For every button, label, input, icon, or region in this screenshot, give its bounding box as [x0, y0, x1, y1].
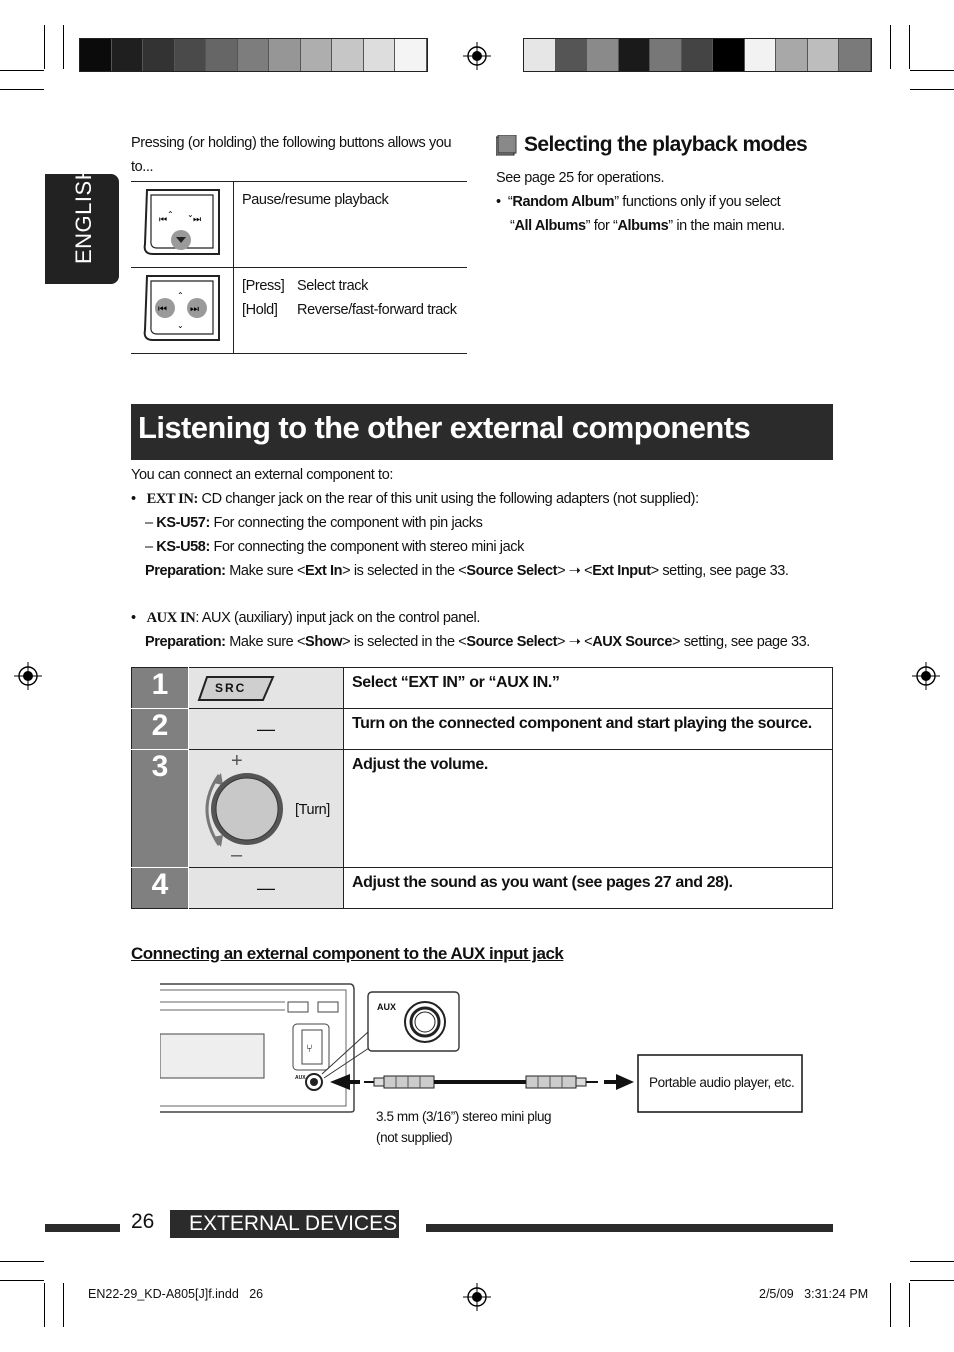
ksu57-text: For connecting the component with pin jacks	[213, 515, 483, 531]
prep1-arrow: > ➝ <	[557, 563, 593, 579]
random-album-text: Random Album	[512, 194, 615, 210]
connect-heading: Connecting an external component to the AUX input jack	[131, 944, 564, 963]
body-text: You can connect an external component to: • EXT IN: CD changer jack on the rear of this unit using the following adapters (not supplied): – KS-U57: For connecting the component with pin jacks – KS-U58: For connecting the component with stereo mini jack Preparation: Make sure <Ext In> is selected in the <Source Select> ➝ <Ext Input> setting, see page 33. • AUX IN: AUX (auxiliary) input jack on the control panel. Preparation: Make sure <Show> is selected in the <Source Select> ➝ <AUX Source> setting, see page 33.	[131, 463, 841, 654]
minus-icon: –	[231, 844, 243, 866]
aux-in-text: : AUX (auxiliary) input jack on the control panel.	[195, 610, 480, 626]
registration-target-icon	[912, 662, 940, 690]
plug-caption-line-1: 3.5 mm (3/16”) stereo mini plug	[376, 1109, 552, 1124]
section-title-bar	[131, 404, 833, 460]
control-pad-cell	[131, 268, 234, 354]
crop-mark	[890, 1283, 891, 1327]
volume-knob-icon[interactable]	[199, 755, 289, 863]
step-row	[132, 868, 833, 909]
press-text: Select track	[297, 278, 368, 294]
pause-resume-cell	[234, 182, 468, 268]
prep1-part: Make sure <	[229, 563, 306, 579]
crop-mark	[910, 70, 954, 71]
prep2-arrow: > ➝ <	[557, 634, 593, 650]
hold-tag: [Hold]	[242, 302, 278, 318]
prep2-part: > setting, see page 33.	[672, 634, 810, 650]
prep1-part: > is selected in the <	[342, 563, 467, 579]
step-number: 3	[132, 750, 189, 868]
step-3-text: Adjust the volume.	[344, 750, 833, 868]
crop-mark	[909, 1283, 910, 1327]
ksu58-text: For connecting the component with stereo mini jack	[213, 539, 524, 555]
svg-text:⏮: ⏮	[159, 215, 168, 225]
color-bar-left	[79, 38, 428, 72]
volume-knob-cell	[189, 750, 344, 868]
button-function-table	[131, 181, 467, 354]
turn-label: [Turn]	[295, 802, 330, 818]
ksu57-label: KS-U57:	[156, 515, 210, 531]
section-square-icon	[496, 135, 518, 157]
select-track-cell	[234, 268, 468, 354]
body-intro: You can connect an external component to:	[131, 467, 393, 483]
playback-see-page: See page 25 for operations.	[496, 170, 665, 186]
hold-text: Reverse/fast-forward track	[297, 302, 457, 318]
crop-mark	[0, 89, 44, 90]
step-icon-cell	[189, 709, 344, 750]
control-pad-cell	[131, 182, 234, 268]
step-number: 2	[132, 709, 189, 750]
indd-file-label: EN22-29_KD-A805[J]f.indd 26	[88, 1287, 264, 1301]
svg-text:⌄: ⌄	[187, 210, 194, 219]
crop-mark	[909, 25, 910, 69]
dash-placeholder: —	[257, 719, 275, 739]
section-title: Listening to the other external components	[138, 410, 751, 445]
prep2-show: Show	[305, 634, 343, 650]
language-label: ENGLISH	[71, 163, 96, 264]
registration-target-icon	[14, 662, 42, 690]
svg-text:⏭: ⏭	[190, 304, 199, 315]
crop-mark	[0, 1280, 44, 1281]
svg-text:⌃: ⌃	[177, 291, 184, 300]
prep2-aux-source: AUX Source	[592, 634, 673, 650]
step-text	[344, 668, 833, 709]
ext-in-text: CD changer jack on the rear of this unit using the following adapters (not supplied):	[201, 491, 699, 507]
control-pad-down-icon	[131, 182, 231, 262]
crop-mark	[63, 1283, 64, 1327]
all-albums-text: All Albums	[514, 218, 586, 234]
svg-text:⏭: ⏭	[193, 215, 202, 225]
section-footer-text: EXTERNAL DEVICES	[189, 1212, 398, 1235]
control-pad-skip-icon	[131, 268, 231, 348]
footer-rule-left	[45, 1224, 120, 1232]
step-number: 1	[132, 668, 189, 709]
step-1-text: Select “EXT IN” or “AUX IN.”	[352, 674, 560, 691]
plug-caption	[376, 1106, 551, 1148]
section-footer-label	[170, 1210, 399, 1238]
aux-connection-diagram	[160, 980, 810, 1120]
prep1-ext-input: Ext Input	[592, 563, 651, 579]
ksu58-label: KS-U58:	[156, 539, 210, 555]
svg-text:⌃: ⌃	[167, 210, 174, 219]
footer-rule-right	[426, 1224, 833, 1232]
svg-text:⑂: ⑂	[306, 1042, 313, 1055]
portable-player-label: Portable audio player, etc.	[649, 1075, 795, 1090]
bullet-text-1: ” functions only if you select	[614, 194, 781, 210]
playback-heading: Selecting the playback modes	[524, 133, 808, 156]
registration-target-icon	[463, 42, 491, 70]
step-4-text: Adjust the sound as you want (see pages 27 and 28).	[352, 874, 733, 891]
prep1-source-select: Source Select	[466, 563, 558, 579]
button-intro: Pressing (or holding) the following buttons allows you to...	[131, 135, 452, 175]
plus-icon: +	[231, 750, 243, 772]
crop-mark	[63, 25, 64, 69]
crop-mark	[0, 70, 44, 71]
prep2-source-select: Source Select	[466, 634, 558, 650]
steps-table	[131, 667, 833, 909]
step-row	[132, 668, 833, 709]
crop-mark	[0, 1261, 44, 1262]
page-number: 26	[131, 1210, 155, 1233]
src-button-label: SRC	[215, 681, 247, 695]
aux-small-label: AUX	[295, 1075, 306, 1081]
playback-bullet: • “Random Album” functions only if you select “All Albums” for “Albums” in the main menu.	[496, 194, 785, 234]
crop-mark	[910, 89, 954, 90]
albums-text: Albums	[617, 218, 669, 234]
plug-caption-line-2: (not supplied)	[376, 1130, 453, 1145]
prep1-part: > setting, see page 33.	[650, 563, 789, 579]
crop-mark	[44, 25, 45, 69]
press-tag: [Press]	[242, 278, 285, 294]
color-bar-right	[523, 38, 872, 72]
src-button-cell	[189, 668, 344, 709]
bullet-text-3: ” in the main menu.	[668, 218, 785, 234]
prep2-part: > is selected in the <	[342, 634, 467, 650]
crop-mark	[910, 1280, 954, 1281]
aux-in-label: AUX IN	[146, 610, 196, 626]
prep1-ext-in: Ext In	[305, 563, 343, 579]
aux-zoom-label: AUX	[377, 1002, 397, 1012]
step-row	[132, 709, 833, 750]
svg-text:⌄: ⌄	[177, 321, 184, 330]
prep-label: Preparation:	[145, 563, 226, 579]
crop-mark	[44, 1283, 45, 1327]
pause-resume-text: Pause/resume playback	[242, 192, 389, 208]
ext-in-label: EXT IN:	[146, 491, 198, 507]
registration-target-icon	[463, 1283, 491, 1311]
print-date-label: 2/5/09 3:31:24 PM	[759, 1287, 869, 1301]
bullet-text-2: ” for “	[585, 218, 618, 234]
prep-label: Preparation:	[145, 634, 226, 650]
crop-mark	[910, 1261, 954, 1262]
step-number: 4	[132, 868, 189, 909]
crop-mark	[890, 25, 891, 69]
language-tab	[45, 163, 119, 284]
prep2-part: Make sure <	[229, 634, 306, 650]
step-row	[132, 750, 833, 868]
step-2-text: Turn on the connected component and start playing the source.	[344, 709, 833, 750]
step-icon-cell	[189, 868, 344, 909]
dash-placeholder: —	[257, 878, 275, 898]
svg-text:⏮: ⏮	[158, 304, 167, 315]
